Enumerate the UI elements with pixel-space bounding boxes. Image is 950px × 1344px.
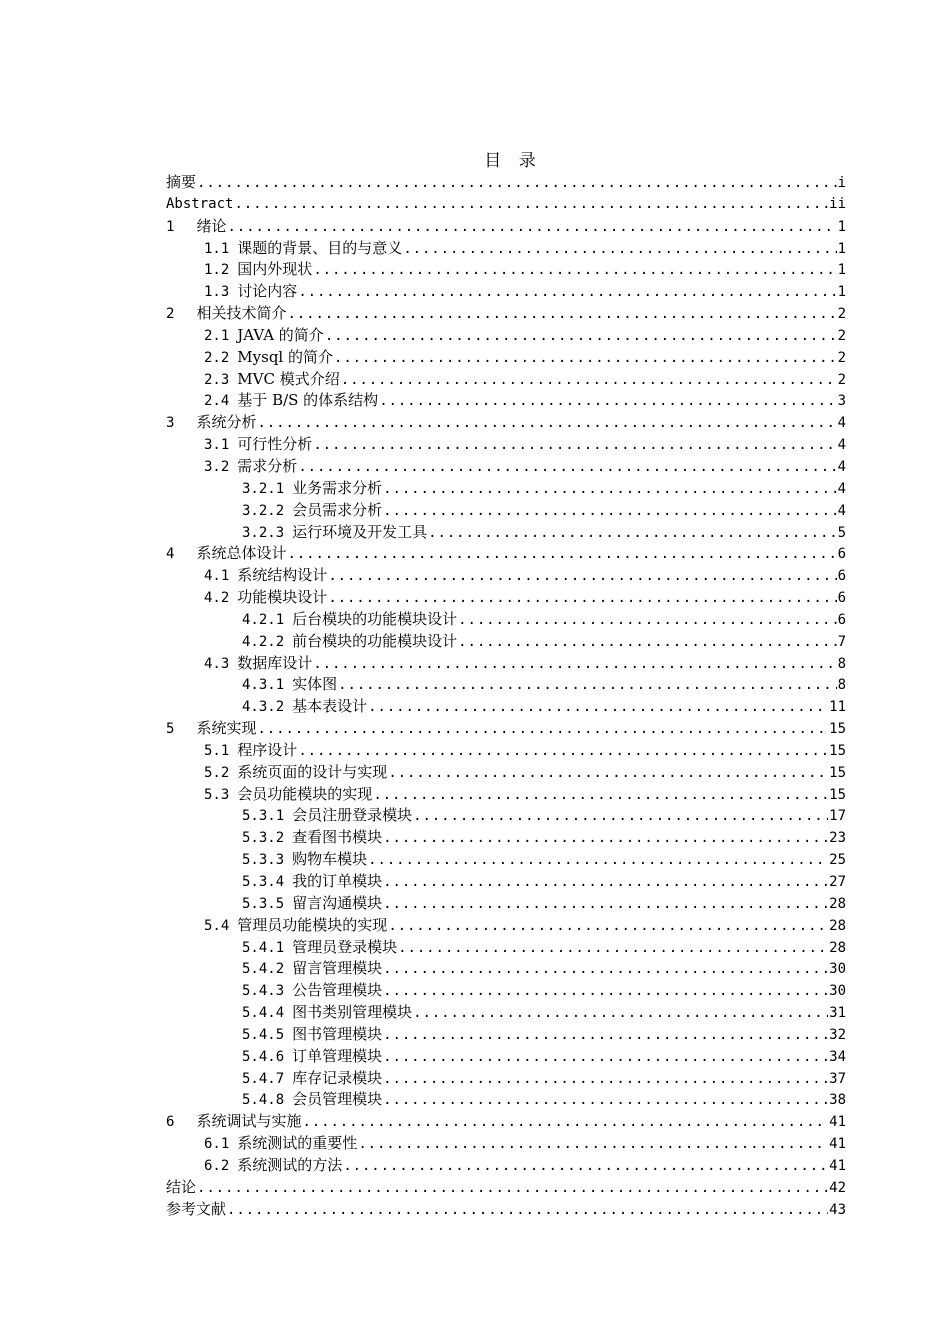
toc-dot-leader	[328, 566, 836, 588]
toc-entry-title: 库存记录模块	[292, 1068, 383, 1087]
toc-entry-page: 34	[829, 1048, 846, 1065]
toc-entry-page: 3	[837, 393, 846, 410]
toc-entry-title: 系统调试与实施	[196, 1112, 302, 1131]
toc-entry-number: 5.3.4	[242, 874, 285, 890]
toc-entry-page: 6	[837, 546, 846, 563]
toc-entry-title: 前台模块的功能模块设计	[292, 631, 458, 650]
toc-entry-title: 公告管理模块	[292, 981, 383, 1000]
toc-entry-title: 参考文献	[166, 1199, 227, 1218]
toc-entry-page: 1	[837, 262, 846, 279]
toc-entry[interactable]	[166, 1133, 846, 1155]
toc-entry[interactable]	[166, 980, 846, 1002]
toc-entry-number: 3.2.2	[242, 502, 285, 519]
toc-entry[interactable]	[166, 1111, 846, 1133]
toc-dot-leader	[383, 1025, 828, 1047]
toc-entry-number: 3.2.1	[242, 480, 285, 497]
toc-entry-page: 17	[829, 808, 846, 825]
toc-entry-title: 实体图	[292, 675, 338, 694]
toc-entry[interactable]	[166, 500, 846, 522]
toc-dot-leader	[298, 282, 836, 304]
toc-entry[interactable]	[166, 238, 846, 260]
toc-dot-leader	[428, 523, 836, 545]
toc-entry-title: 图书管理模块	[292, 1024, 383, 1043]
toc-entry-number: 6.1	[204, 1136, 230, 1153]
toc-dot-leader	[257, 719, 828, 741]
toc-entry-title: MVC 模式介绍	[237, 369, 340, 388]
toc-entry-number: 5.3	[204, 786, 230, 803]
toc-entry-number: 5.4.1	[242, 939, 285, 956]
toc-entry-number: 5.3.2	[242, 830, 285, 847]
toc-dot-leader	[257, 413, 836, 435]
toc-entry-title: Mysql 的简介	[237, 347, 333, 366]
toc-dot-leader	[298, 741, 828, 763]
toc-entry-number: 3.2	[204, 458, 230, 475]
toc-entry-number: 2.1	[204, 327, 230, 344]
toc-entry-title: 系统测试的方法	[237, 1155, 343, 1174]
toc-entry-page: 11	[829, 699, 846, 716]
toc-entry-number: 2	[166, 306, 175, 323]
toc-entry-title: 系统分析	[196, 413, 257, 432]
toc-dot-leader	[343, 1156, 828, 1178]
toc-entry[interactable]	[166, 805, 846, 827]
toc-entry[interactable]	[166, 849, 846, 871]
toc-entry[interactable]	[166, 303, 846, 325]
toc-entry-page: 2	[837, 371, 846, 388]
toc-entry-number: 5.3.3	[242, 852, 285, 869]
toc-entry-page: 25	[829, 852, 846, 869]
toc-entry-page: 6	[837, 568, 846, 585]
toc-entry[interactable]	[166, 893, 846, 915]
toc-entry-page: 4	[837, 458, 846, 475]
toc-entry-number: 4.2	[204, 590, 230, 607]
toc-entry-page: 15	[829, 742, 846, 759]
toc-dot-leader	[328, 588, 836, 610]
toc-entry-number: 5.3.1	[242, 808, 285, 825]
toc-dot-leader	[388, 763, 828, 785]
toc-entry-number: 2.2	[204, 349, 230, 366]
toc-title: 目 录	[484, 151, 542, 171]
toc-entry-number: 2.4	[204, 393, 230, 410]
toc-entry-page: 8	[837, 655, 846, 672]
toc-entry-number: 5.4.3	[242, 983, 285, 1000]
toc-entry-page: 30	[829, 983, 846, 1000]
toc-entry-number: 5.4.7	[242, 1070, 285, 1087]
toc-entry-title: 绪论	[196, 216, 227, 235]
toc-entry-title: 我的订单模块	[292, 872, 383, 890]
toc-entry-number: 5.4.8	[242, 1092, 285, 1109]
toc-entry-number: 5.1	[204, 742, 230, 759]
toc-entry-title: 系统总体设计	[196, 544, 287, 563]
toc-entry-title: 需求分析	[237, 456, 298, 475]
toc-entry[interactable]	[166, 1199, 846, 1221]
toc-entry-page: 4	[837, 480, 846, 497]
toc-entry-title: 订单管理模块	[292, 1046, 383, 1065]
toc-dot-leader	[313, 260, 836, 282]
toc-entry-title: 购物车模块	[292, 850, 368, 869]
toc-entry-title: 留言沟通模块	[292, 893, 383, 912]
toc-entry-page: 2	[837, 306, 846, 323]
toc-entry[interactable]	[166, 696, 846, 718]
toc-entry-title: 结论	[166, 1177, 197, 1196]
toc-dot-leader	[287, 304, 836, 326]
toc-dot-leader	[383, 1090, 828, 1112]
toc-entry-number: 5.4.5	[242, 1026, 285, 1043]
toc-dot-leader	[383, 1047, 828, 1069]
toc-dot-leader	[383, 828, 828, 850]
toc-dot-leader	[325, 326, 837, 348]
toc-entry-title: 会员功能模块的实现	[237, 784, 373, 803]
toc-entry[interactable]	[166, 718, 846, 740]
toc-entry-page: 23	[829, 830, 846, 847]
toc-entry-number: 5.4.6	[242, 1048, 285, 1065]
toc-entry[interactable]	[166, 740, 846, 762]
toc-entry-title: 国内外现状	[237, 260, 313, 279]
toc-dot-leader	[413, 1003, 828, 1025]
toc-entry-title: 系统页面的设计与实现	[237, 762, 388, 781]
toc-entry[interactable]	[166, 1068, 846, 1090]
toc-dot-leader	[373, 785, 828, 807]
toc-entry-page: 41	[829, 1157, 846, 1174]
toc-entry[interactable]	[166, 1046, 846, 1068]
toc-entry-page: 2	[837, 327, 846, 344]
toc-entry-title: 讨论内容	[237, 282, 298, 301]
toc-entry[interactable]	[166, 172, 846, 194]
toc-entry-page: 5	[837, 524, 846, 541]
toc-entry[interactable]	[166, 674, 846, 696]
toc-entry-page: 30	[829, 961, 846, 978]
toc-entry[interactable]	[166, 194, 846, 216]
toc-dot-leader	[413, 806, 828, 828]
toc-entry[interactable]	[166, 456, 846, 478]
toc-dot-leader	[234, 194, 828, 216]
toc-entry[interactable]	[166, 1177, 846, 1199]
toc-entry-title: 管理员功能模块的实现	[237, 915, 388, 934]
toc-entry-page: 1	[837, 284, 846, 301]
toc-entry-number: 5.4	[204, 917, 230, 934]
toc-entry[interactable]	[166, 784, 846, 806]
toc-entry[interactable]	[166, 609, 846, 631]
toc-entry-title: 可行性分析	[237, 435, 313, 454]
toc-entry-number: 6	[166, 1114, 175, 1131]
toc-entry[interactable]	[166, 762, 846, 784]
toc-entry-title: JAVA 的简介	[237, 325, 324, 344]
toc-dot-leader	[398, 938, 828, 960]
toc-entry-number: 5.4.4	[242, 1005, 285, 1022]
toc-entry-number: 5.3.5	[242, 895, 285, 912]
toc-entry[interactable]	[166, 434, 846, 456]
toc-entry-page: 32	[829, 1026, 846, 1043]
toc-entry[interactable]	[166, 412, 846, 434]
toc-dot-leader	[458, 610, 836, 632]
toc-entry-title: 摘要	[166, 173, 197, 191]
toc-dot-leader	[197, 1178, 828, 1200]
toc-entry-page: 4	[837, 437, 846, 454]
toc-entry-page: 4	[837, 415, 846, 432]
toc-entry[interactable]	[166, 827, 846, 849]
toc-entry-page: 31	[829, 1005, 846, 1022]
toc-entry-page: 6	[837, 590, 846, 607]
toc-entry[interactable]	[166, 281, 846, 303]
toc-entry-title: 程序设计	[237, 740, 298, 759]
toc-entry-page: 28	[829, 895, 846, 912]
toc-entry-number: 4.3	[204, 655, 230, 672]
toc-entry[interactable]	[166, 347, 846, 369]
toc-entry-page: 4	[837, 502, 846, 519]
toc-dot-leader	[403, 239, 836, 261]
toc-dot-leader	[298, 457, 836, 479]
toc-entry-title: 会员需求分析	[292, 500, 383, 519]
toc-entry-title: 功能模块设计	[237, 588, 328, 607]
toc-entry-page: 7	[837, 633, 846, 650]
toc-entry-title: 系统测试的重要性	[237, 1134, 358, 1153]
toc-dot-leader	[383, 981, 828, 1003]
toc-dot-leader	[383, 894, 828, 916]
toc-dot-leader	[287, 544, 836, 566]
toc-entry[interactable]	[166, 259, 846, 281]
toc-entry-number: 5.4.2	[242, 961, 285, 978]
toc-entry-page: 8	[837, 677, 846, 694]
toc-entry[interactable]	[166, 543, 846, 565]
toc-entry-title: 会员注册登录模块	[292, 806, 413, 825]
toc-entry-number: 5.2	[204, 764, 230, 781]
toc-dot-leader	[379, 391, 836, 413]
toc-entry-number: 3.1	[204, 437, 230, 454]
toc-entry[interactable]	[166, 958, 846, 980]
toc-entry-title: Abstract	[166, 195, 234, 212]
toc-entry[interactable]	[166, 915, 846, 937]
toc-dot-leader	[383, 959, 828, 981]
toc-entry-title: 图书类别管理模块	[292, 1003, 413, 1022]
toc-entry-title: 基于 B/S 的体系结构	[237, 391, 379, 410]
toc-entry-page: 28	[829, 939, 846, 956]
toc-dot-leader	[368, 697, 828, 719]
toc-entry-page: ii	[829, 195, 846, 212]
toc-entry-title: 数据库设计	[237, 653, 313, 672]
toc-entry-number: 1.3	[204, 284, 230, 301]
toc-entry-page: 1	[837, 218, 846, 235]
toc-entry-page: 27	[829, 874, 846, 890]
toc-entry-number: 4.3.2	[242, 699, 285, 716]
toc-entry-number: 5	[166, 721, 175, 738]
toc-dot-leader	[383, 872, 828, 894]
toc-entry-title: 课题的背景、目的与意义	[237, 238, 403, 257]
toc-entry[interactable]	[166, 1155, 846, 1177]
toc-entry[interactable]	[166, 390, 846, 412]
toc-dot-leader	[383, 1069, 828, 1091]
toc-dot-leader	[458, 632, 836, 654]
toc-entry-page: 6	[837, 611, 846, 628]
toc-dot-leader	[341, 370, 837, 392]
toc-dot-leader	[302, 1112, 828, 1134]
toc-entry-title: 运行环境及开发工具	[292, 522, 428, 541]
toc-entry[interactable]	[166, 369, 846, 391]
toc-entry-number: 6.2	[204, 1157, 230, 1174]
toc-entry-page: 41	[829, 1114, 846, 1131]
toc-entry[interactable]	[166, 937, 846, 959]
toc-entry-number: 4.1	[204, 568, 230, 585]
toc-dot-leader	[197, 173, 837, 195]
toc-entry-title: 系统实现	[196, 719, 257, 738]
toc-entry-page: 1	[837, 240, 846, 257]
toc-entry-page: 15	[829, 764, 846, 781]
toc-dot-leader	[313, 654, 836, 676]
toc-entry-page: 37	[829, 1070, 846, 1087]
toc-entry-number: 2.3	[204, 371, 230, 388]
toc-entry-page: 43	[829, 1201, 846, 1218]
toc-entry-title: 系统结构设计	[237, 566, 328, 585]
toc-dot-leader	[338, 675, 836, 697]
toc-entry-page: 15	[829, 721, 846, 738]
toc-entry[interactable]	[166, 653, 846, 675]
toc-entry-title: 基本表设计	[292, 697, 368, 716]
toc-entry[interactable]	[166, 478, 846, 500]
toc-entry-page: 15	[829, 786, 846, 803]
toc-entry[interactable]	[166, 216, 846, 238]
toc-entry-number: 4.3.1	[242, 677, 285, 694]
toc-entry[interactable]	[166, 522, 846, 544]
toc-dot-leader	[227, 1200, 828, 1222]
toc-dot-leader	[388, 916, 828, 938]
toc-entry-page: 42	[829, 1179, 846, 1196]
toc-dot-leader	[368, 850, 828, 872]
toc-dot-leader	[383, 479, 836, 501]
toc-entry-number: 3	[166, 415, 175, 432]
toc-entry[interactable]	[166, 325, 846, 347]
toc-dot-leader	[313, 435, 836, 457]
table-of-contents	[166, 172, 846, 1221]
toc-entry-number: 3.2.3	[242, 524, 285, 541]
toc-entry-page: i	[837, 175, 846, 191]
toc-entry[interactable]	[166, 1002, 846, 1024]
toc-entry-number: 4.2.2	[242, 633, 285, 650]
toc-entry-title: 会员管理模块	[292, 1090, 383, 1109]
toc-entry-page: 41	[829, 1136, 846, 1153]
toc-entry[interactable]	[166, 871, 846, 893]
toc-entry-title: 管理员登录模块	[292, 937, 398, 956]
toc-entry-title: 查看图书模块	[292, 828, 383, 847]
toc-entry-number: 4.2.1	[242, 611, 285, 628]
toc-entry-number: 1	[166, 218, 175, 235]
toc-entry-page: 2	[837, 349, 846, 366]
toc-entry-page: 28	[829, 917, 846, 934]
toc-entry-title: 相关技术简介	[196, 304, 287, 323]
toc-entry[interactable]	[166, 587, 846, 609]
toc-entry[interactable]	[166, 631, 846, 653]
toc-entry-number: 1.1	[204, 240, 230, 257]
toc-dot-leader	[227, 217, 836, 239]
toc-entry[interactable]	[166, 565, 846, 587]
toc-entry-title: 留言管理模块	[292, 959, 383, 978]
toc-entry-number: 1.2	[204, 262, 230, 279]
toc-dot-leader	[358, 1134, 828, 1156]
toc-dot-leader	[334, 348, 837, 370]
toc-entry[interactable]	[166, 1089, 846, 1111]
toc-entry[interactable]	[166, 1024, 846, 1046]
toc-dot-leader	[383, 501, 836, 523]
toc-entry-title: 后台模块的功能模块设计	[292, 609, 458, 628]
toc-entry-title: 业务需求分析	[292, 478, 383, 497]
toc-entry-page: 38	[829, 1092, 846, 1109]
toc-entry-number: 4	[166, 546, 175, 563]
